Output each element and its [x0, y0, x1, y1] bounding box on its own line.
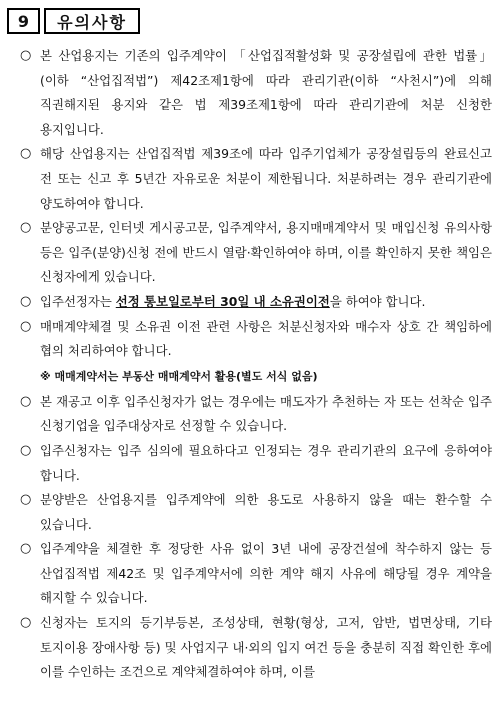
circle-bullet-icon: ○: [20, 146, 32, 162]
notice-text: 해당 산업용지는 산업집적법 제39조에 따라 입주기업체가 공장설립등의 완료신고 전 또는 신고 후 5년간 자유로운 처분이 제한됩니다. 처분하려는 경우 관리기관에 양도하여야 합니다.: [40, 146, 492, 211]
notice-text-after: 을 하여야 합니다.: [329, 293, 426, 309]
section-title: 유의사항: [44, 8, 140, 34]
circle-bullet-icon: ○: [20, 442, 32, 458]
section-number: 9: [7, 8, 40, 34]
circle-bullet-icon: ○: [20, 393, 32, 409]
notice-text: 입주계약을 체결한 후 정당한 사유 없이 3년 내에 공장건설에 착수하지 않는 등 산업집적법 제42조 및 입주계약서에 의한 계약 해지 사유에 해당될 경우 계약을 해지할 수 있습니다.: [40, 541, 492, 606]
notice-text: 매매계약체결 및 소유권 이전 관련 사항은 처분신청자와 매수자 상호 간 책임하에 협의 처리하여야 합니다.: [40, 318, 492, 359]
note-text: ※ 매매계약서는 부동산 매매계약서 활용(별도 서식 없음): [40, 369, 318, 383]
notice-text: 신청자는 토지의 등기부등본, 조성상태, 현황(형상, 고저, 암반, 법면상태, 기타 토지이용 장애사항 등) 및 사업지구 내·외의 입지 여건 등을 충분히 직접 확인한 후에 이를 수인하는 조건으로 계약체결하여야 하며, 이를: [40, 615, 492, 680]
notice-item: [20, 290, 492, 315]
notice-item: [20, 44, 492, 142]
notice-item: [20, 611, 492, 685]
circle-bullet-icon: ○: [20, 492, 32, 508]
notice-item: [20, 142, 492, 216]
notice-item: [20, 537, 492, 611]
notice-list: [20, 44, 492, 685]
notice-text: 분양받은 산업용지를 입주계약에 의한 용도로 사용하지 않을 때는 환수할 수 있습니다.: [40, 492, 492, 532]
notice-text-before: 입주선정자는: [40, 293, 116, 309]
notice-text: 본 산업용지는 기존의 입주계약이 「산업집적활성화 및 공장설립에 관한 법률」(이하 “산업집적법”) 제42조제1항에 따라 관리기관(이하 “사천시”)에 의해 직권해지된 용지와 같은 법 제39조제1항에 따라 관리기관에 처분 신청한 용지입니다.: [40, 48, 492, 137]
notice-item: [20, 216, 492, 290]
notice-text: 분양공고문, 인터넷 게시공고문, 입주계약서, 용지매매계약서 및 매입신청 유의사항 등은 입주(분양)신청 전에 반드시 열람·확인하여야 하며, 이를 확인하지 못한 책임은 신청자에게 있습니다.: [40, 220, 492, 285]
circle-bullet-icon: ○: [20, 220, 32, 236]
circle-bullet-icon: ○: [20, 318, 32, 334]
notice-item: [20, 315, 492, 364]
circle-bullet-icon: ○: [20, 48, 32, 63]
notice-item: [20, 488, 492, 537]
notice-text: [40, 290, 492, 315]
circle-bullet-icon: ○: [20, 293, 32, 309]
notice-text: 입주신청자는 입주 심의에 필요하다고 인정되는 경우 관리기관의 요구에 응하여야 합니다.: [40, 442, 492, 483]
emphasis-text: 선정 통보일로부터 30일 내 소유권이전: [115, 293, 330, 309]
circle-bullet-icon: ○: [20, 541, 32, 557]
notice-item: [20, 439, 492, 488]
section-header: [7, 8, 140, 34]
circle-bullet-icon: ○: [20, 615, 32, 631]
notice-item: [20, 390, 492, 439]
notice-text: 본 재공고 이후 입주신청자가 없는 경우에는 매도자가 추천하는 자 또는 선착순 입주 신청기업을 입주대상자로 선정할 수 있습니다.: [40, 393, 492, 434]
